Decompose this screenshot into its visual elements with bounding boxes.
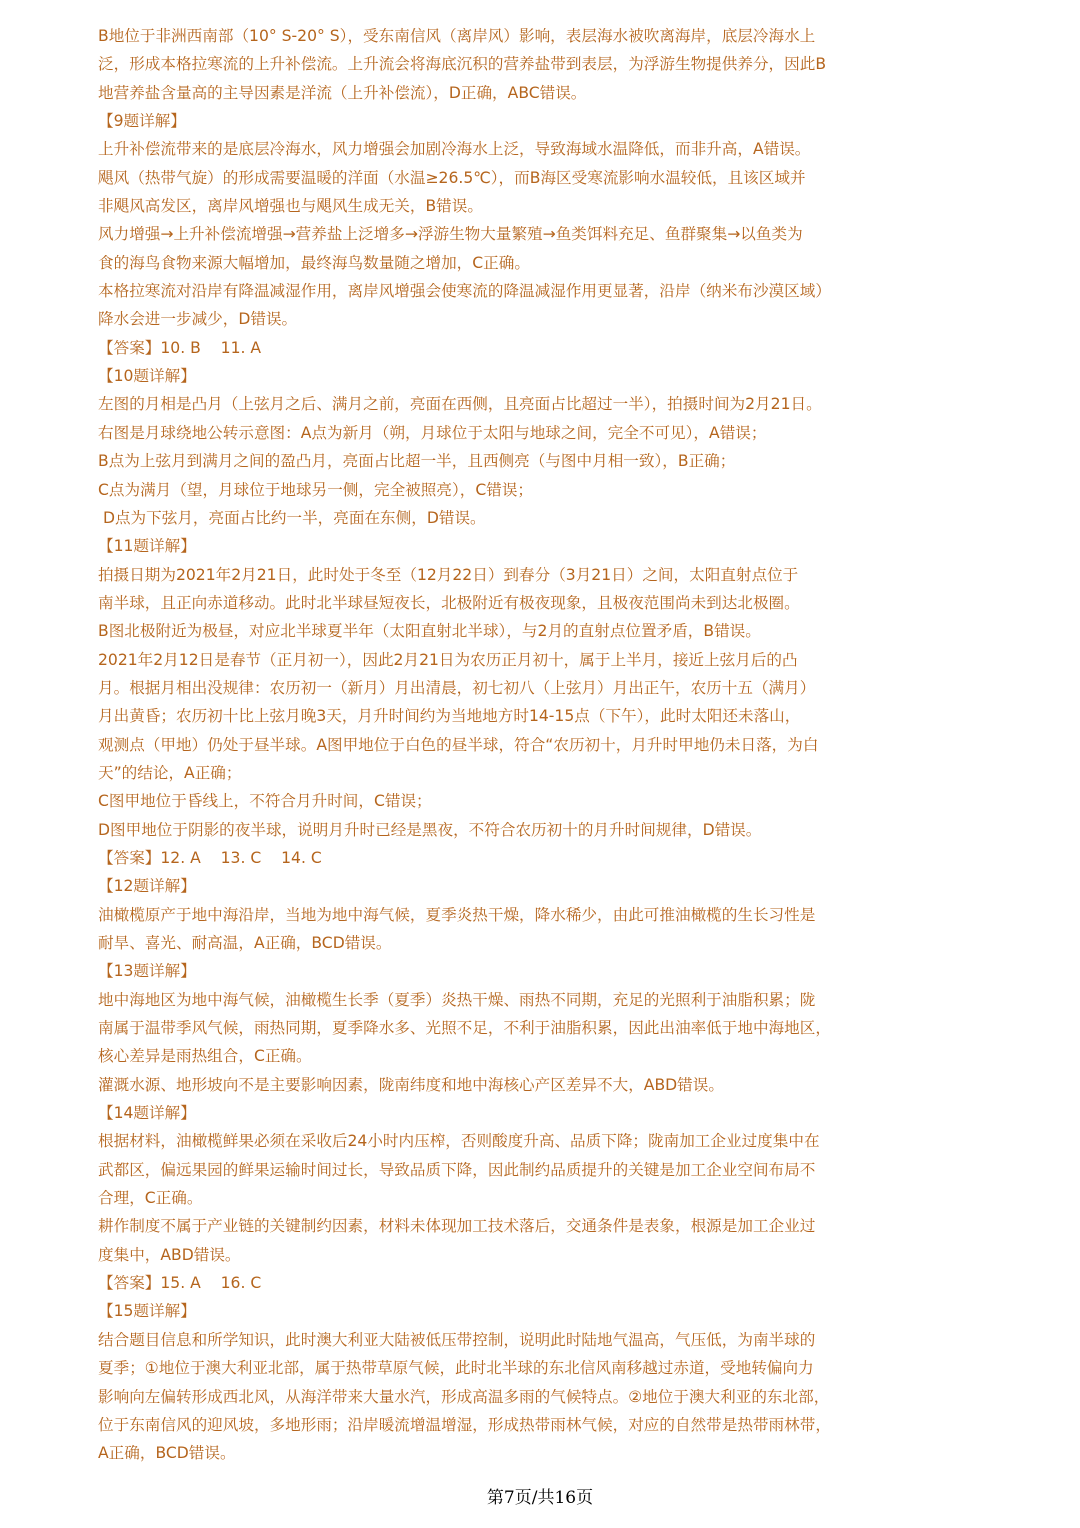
section-heading: 【15题详解】	[98, 1302, 196, 1321]
text-line: 地营养盐含量高的主导因素是洋流（上升补偿流），D正确，ABC错误。	[98, 83, 587, 102]
text-line: A正确，BCD错误。	[98, 1444, 236, 1463]
text-line: 月出黄昏；农历初十比上弦月晚3天，月升时间约为当地地方时14-15点（下午），此时太阳还未落山，	[98, 707, 801, 726]
text-line: 右图是月球绕地公转示意图：A点为新月（朔，月球位于太阳与地球之间，完全不可见），A错误；	[98, 423, 767, 442]
text-line: 油橄榄原产于地中海沿岸，当地为地中海气候，夏季炎热干燥，降水稀少，由此可推油橄榄的生长习性是	[98, 905, 816, 924]
text-line: D图甲地位于阴影的夜半球，说明月升时已经是黑夜，不符合农历初十的月升时间规律，D错误。	[98, 820, 762, 839]
text-line: 月。根据月相出没规律：农历初一（新月）月出清晨，初七初八（上弦月）月出正午，农历十五（满月）	[98, 678, 816, 697]
text-line: 合理，C正确。	[98, 1189, 203, 1208]
text-line: 根据材料，油橄榄鲜果必须在采收后24小时内压榨，否则酸度升高、品质下降；陇南加工企业过度集中在	[98, 1132, 820, 1151]
text-line: 耕作制度不属于产业链的关键制约因素，材料未体现加工技术落后，交通条件是表象，根源是加工企业过	[98, 1217, 816, 1236]
text-line: 武都区，偏远果园的鲜果运输时间过长，导致品质下降，因此制约品质提升的关键是加工企业空间布局不	[98, 1160, 816, 1179]
section-heading: 【11题详解】	[98, 537, 196, 556]
text-line: 非飓风高发区，离岸风增强也与飓风生成无关，B错误。	[98, 197, 483, 216]
document-body	[98, 22, 988, 1468]
text-line: 结合题目信息和所学知识，此时澳大利亚大陆被低压带控制，说明此时陆地气温高，气压低，为南半球的	[98, 1330, 816, 1349]
answer-line: 【答案】12. A 13. C 14. C	[98, 848, 322, 867]
text-line: 地中海地区为地中海气候，油橄榄生长季（夏季）炎热干燥、雨热不同期，充足的光照利于油脂积累；陇	[98, 990, 816, 1009]
text-line: 2021年2月12日是春节（正月初一），因此2月21日为农历正月初十，属于上半月，接近上弦月后的凸	[98, 650, 798, 669]
text-line: 飓风（热带气旋）的形成需要温暖的洋面（水温≥26.5℃），而B海区受寒流影响水温较低，且该区域并	[98, 168, 806, 187]
text-line: 位于东南信风的迎风坡，多地形雨；沿岸暖流增温增湿，形成热带雨林气候，对应的自然带是热带雨林带，	[98, 1415, 831, 1434]
text-line: 核心差异是雨热组合，C正确。	[98, 1047, 312, 1066]
text-line: D点为下弦月，亮面占比约一半，亮面在东侧，D错误。	[98, 508, 486, 527]
text-line: B点为上弦月到满月之间的盈凸月，亮面占比超一半，且西侧亮（与图中月相一致），B正确；	[98, 452, 736, 471]
answer-line: 【答案】15. A 16. C	[98, 1274, 262, 1293]
text-line: 降水会进一步减少，D错误。	[98, 310, 298, 329]
text-line: 本格拉寒流对沿岸有降温减湿作用，离岸风增强会使寒流的降温减湿作用更显著，沿岸（纳米布沙漠区域）	[98, 282, 831, 301]
text-line: 食的海鸟食物来源大幅增加，最终海鸟数量随之增加，C正确。	[98, 253, 530, 272]
text-line: 上升补偿流带来的是底层冷海水，风力增强会加剧冷海水上泛，导致海域水温降低，而非升高，A错误。	[98, 140, 811, 159]
section-heading: 【13题详解】	[98, 962, 196, 981]
text-line: 耐旱、喜光、耐高温，A正确，BCD错误。	[98, 934, 392, 952]
section-heading: 【14题详解】	[98, 1104, 196, 1123]
text-line: 风力增强→上升补偿流增强→营养盐上泛增多→浮游生物大量繁殖→鱼类饵料充足、鱼群聚集→以鱼类为	[98, 225, 803, 244]
section-heading: 【12题详解】	[98, 877, 196, 896]
answer-line: 【答案】10. B 11. A	[98, 338, 262, 357]
text-line: 度集中，ABD错误。	[98, 1245, 241, 1264]
text-line: 拍摄日期为2021年2月21日，此时处于冬至（12月22日）到春分（3月21日）之间，太阳直射点位于	[98, 565, 799, 584]
text-line: 南半球，且正向赤道移动。此时北半球昼短夜长，北极附近有极夜现象，且极夜范围尚未到达北极圈。	[98, 593, 800, 612]
text-line: C图甲地位于昏线上，不符合月升时间，C错误；	[98, 792, 432, 811]
text-line: B图北极附近为极昼，对应北半球夏半年（太阳直射北半球），与2月的直射点位置矛盾，B错误。	[98, 622, 761, 641]
text-line: 灌溉水源、地形坡向不是主要影响因素，陇南纬度和地中海核心产区差异不大，ABD错误。	[98, 1075, 724, 1094]
text-line: 南属于温带季风气候，雨热同期，夏季降水多、光照不足，不利于油脂积累，因此出油率低于地中海地区，	[98, 1019, 831, 1038]
text-line: 天”的结论，A正确；	[98, 763, 242, 782]
text-line: 夏季；①地位于澳大利亚北部，属于热带草原气候，此时北半球的东北信风南移越过赤道，受地转偏向力	[98, 1359, 814, 1378]
text-line: 泛，形成本格拉寒流的上升补偿流。上升流会将海底沉积的营养盐带到表层，为浮游生物提供养分，因此B	[98, 55, 827, 74]
text-line: 影响向左偏转形成西北风，从海洋带来大量水汽，形成高温多雨的气候特点。②地位于澳大利亚的东北部，	[98, 1387, 830, 1406]
text-line: 左图的月相是凸月（上弦月之后、满月之前，亮面在西侧，且亮面占比超过一半），拍摄时间为2月21日。	[98, 395, 822, 414]
text-line: C点为满月（望，月球位于地球另一侧，完全被照亮），C错误；	[98, 480, 534, 499]
section-heading: 【10题详解】	[98, 367, 196, 386]
text-line: 观测点（甲地）仍处于昼半球。A图甲地位于白色的昼半球，符合“农历初十，月升时甲地仍未日落，为白	[98, 735, 819, 754]
text-line: B地位于非洲西南部（10° S-20° S），受东南信风（离岸风）影响，表层海水被吹离海岸，底层冷海水上	[98, 27, 816, 45]
section-heading: 【9题详解】	[98, 112, 186, 131]
page-number: 第7页/共16页	[486, 1488, 594, 1508]
